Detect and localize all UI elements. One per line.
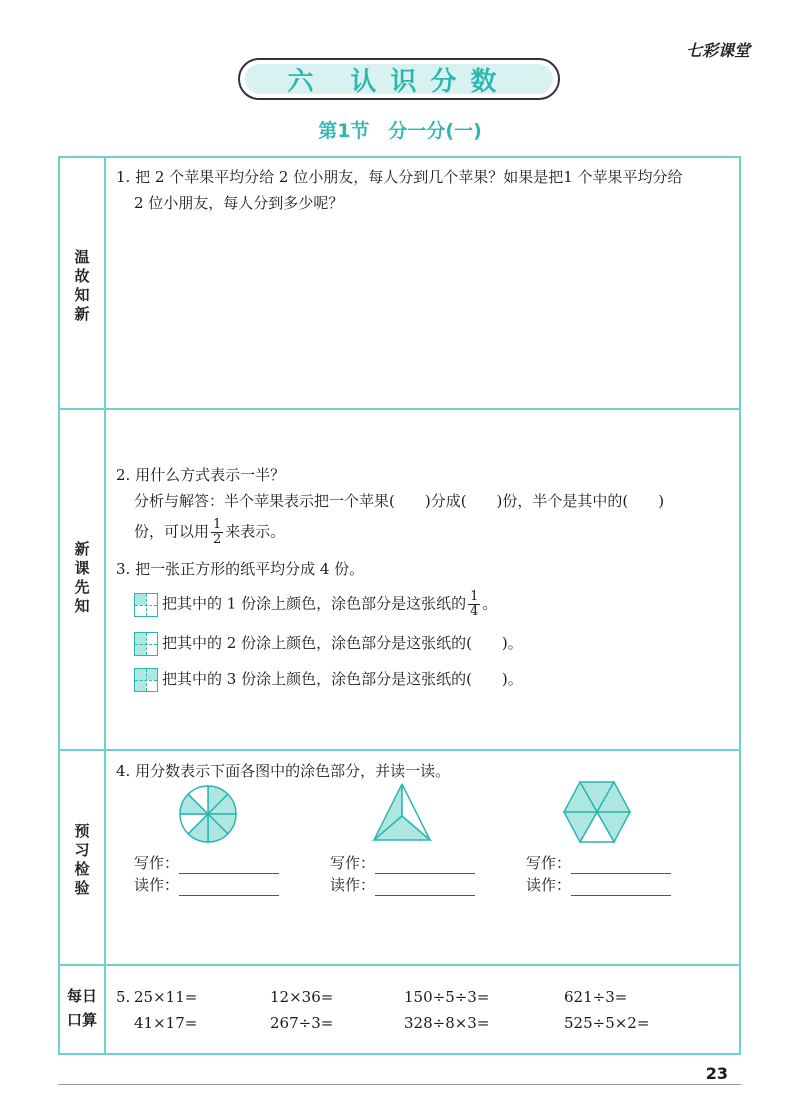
q3-item1-end: 。 [482,594,498,613]
read-label: 读作： [134,876,180,894]
daily-calc-label: 每日口算 [67,987,98,1029]
q5-number: 5. [116,988,131,1006]
calc-item: 328÷8×3= [404,1014,490,1032]
answer-triangle-write [330,852,475,874]
calc-item: 12×36= [270,988,334,1006]
calc-item: 621÷3= [564,988,628,1006]
q3-item1-text: 把其中的 1 份涂上颜色，涂色部分是这张纸的 [162,594,467,613]
q3-item-1 [134,590,497,619]
q3-item2-text: 把其中的 2 份涂上颜色，涂色部分是这张纸的( )。 [162,634,523,652]
brand-logo: 七彩课堂 [685,41,750,60]
write-answer-line[interactable] [375,859,475,874]
q2-analysis: 分析与解答：半个苹果表示把一个苹果( )分成( )份，半个是其中的( ) [134,492,665,510]
square-quarter-shaded [134,593,158,617]
q2-text-pre: 份，可以用 [134,522,210,541]
circle-eighths-figure [178,784,238,844]
q3-item3-text: 把其中的 3 份涂上颜色，涂色部分是这张纸的( )。 [162,670,523,688]
q1-line1: 1. 把 2 个苹果平均分给 2 位小朋友，每人分到几个苹果？如果是把1 个苹果平均分给 [116,168,683,186]
page-number: 23 [705,1064,728,1083]
calc-item: 525÷5×2= [564,1014,650,1032]
calc-item: 150÷5÷3= [404,988,490,1006]
new-lesson-label: 新课先知 [74,540,90,615]
write-label: 写作： [526,854,572,872]
chapter-banner [238,58,560,100]
answer-triangle-read [330,874,475,896]
q3-item-3 [134,666,523,692]
write-answer-line[interactable] [179,859,279,874]
section-divider [60,408,739,410]
q1-line2: 2 位小朋友，每人分到多少呢？ [134,194,344,212]
read-answer-line[interactable] [571,881,671,896]
q2-analysis-cont [134,518,285,547]
triangle-thirds-figure [370,782,434,844]
answer-hexagon-read [526,874,671,896]
hexagon-sixths-figure [562,780,632,844]
q3-title: 3. 把一张正方形的纸平均分成 4 份。 [116,560,365,578]
read-answer-line[interactable] [375,881,475,896]
read-answer-line[interactable] [179,881,279,896]
worksheet-frame [58,156,741,1055]
label-column-divider [104,158,106,1053]
answer-hexagon-write [526,852,671,874]
fraction-denominator: 4 [470,604,479,619]
preview-check-label: 预习检验 [74,822,90,897]
fraction-one-half [211,518,223,547]
fraction-one-quarter [468,590,480,619]
calc-item: 25×11= [134,988,198,1006]
square-half-shaded [134,632,158,656]
write-label: 写作： [134,854,180,872]
q3-item-2 [134,630,523,656]
answer-circle-write [134,852,279,874]
calc-item: 267÷3= [270,1014,334,1032]
review-label: 温故知新 [74,248,90,323]
q2-title: 2. 用什么方式表示一半？ [116,466,286,484]
answer-circle-read [134,874,279,896]
fraction-denominator: 2 [213,532,222,547]
square-three-quarters-shaded [134,668,158,692]
read-label: 读作： [330,876,376,894]
fraction-numerator: 1 [470,589,479,604]
q2-text-post: 来表示。 [225,522,286,541]
q4-title: 4. 用分数表示下面各图中的涂色部分，并读一读。 [116,762,451,780]
write-answer-line[interactable] [571,859,671,874]
section-divider [60,964,739,966]
read-label: 读作： [526,876,572,894]
footer-divider [58,1084,741,1085]
chapter-title: 六 认识分数 [245,64,553,94]
section-divider [60,749,739,751]
calc-item: 41×17= [134,1014,198,1032]
section-title: 第1节 分一分(一) [318,120,482,142]
write-label: 写作： [330,854,376,872]
fraction-numerator: 1 [213,517,222,532]
